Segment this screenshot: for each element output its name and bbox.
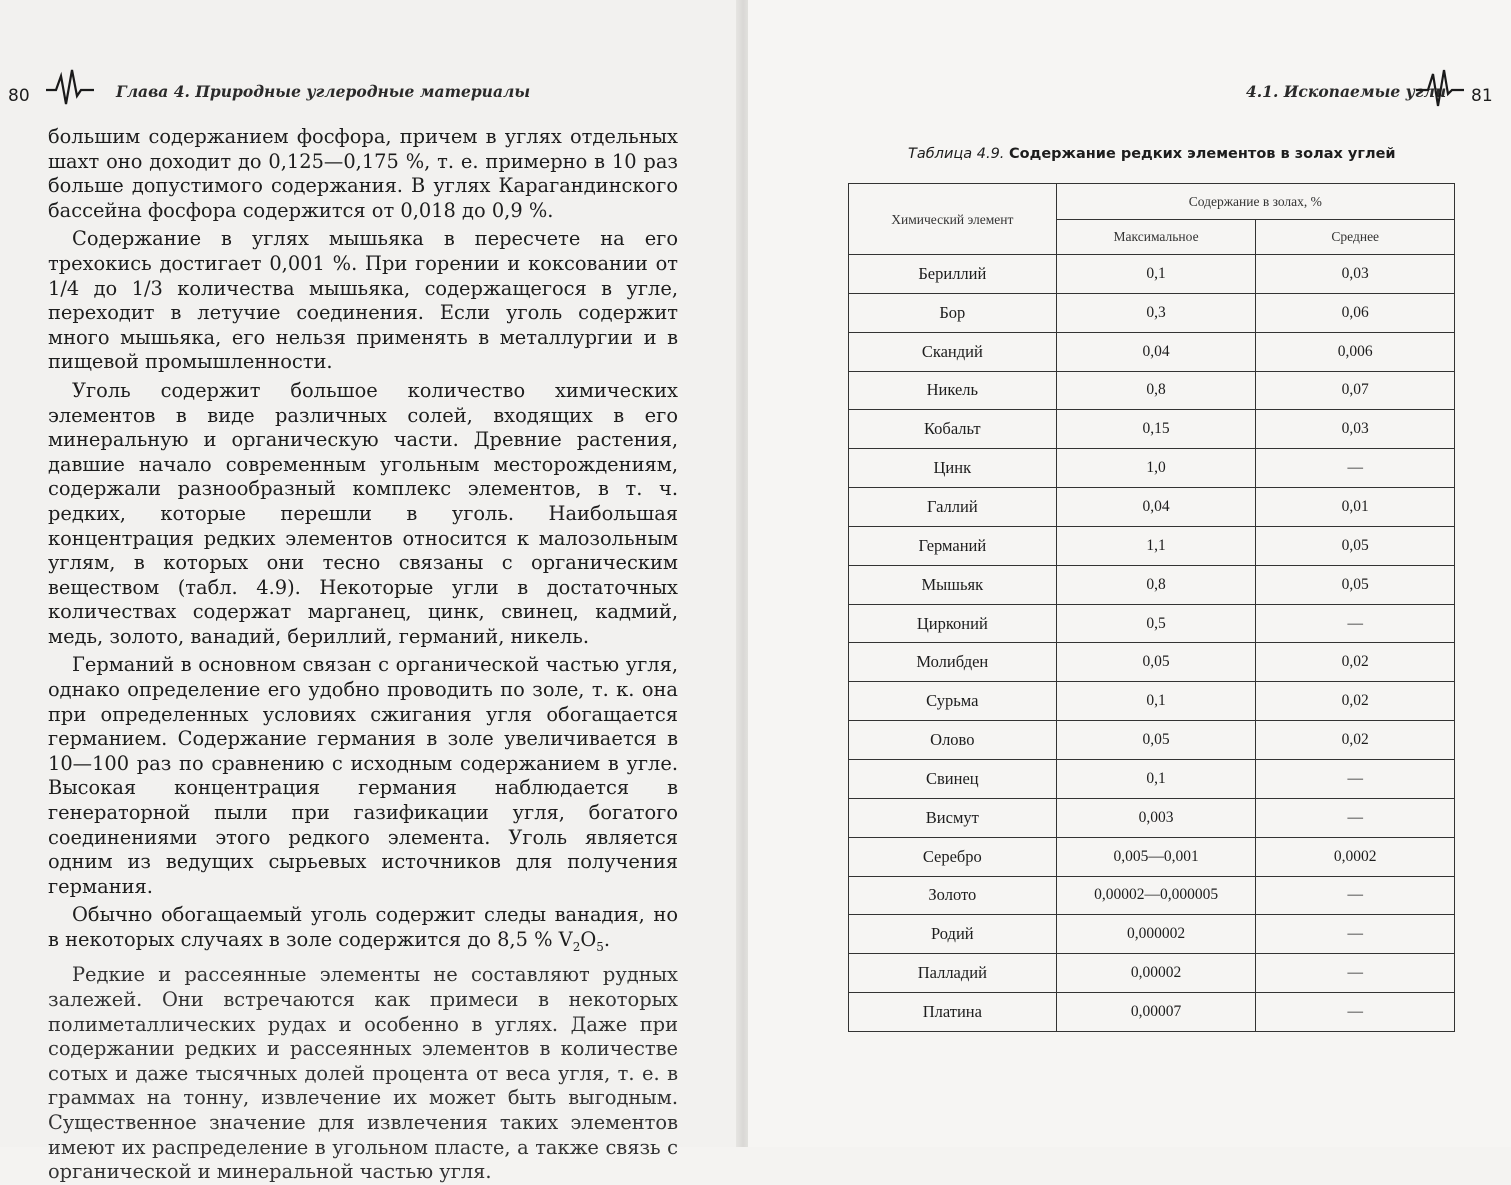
cell-avg: 0,02 [1256,721,1455,760]
cell-avg: — [1256,759,1455,798]
table-row [849,449,1455,488]
left-page [0,0,740,1184]
page-number-right: 81 [1471,86,1493,106]
right-page [748,0,1511,1147]
cell-element: Скандий [849,332,1057,371]
cell-max: 1,0 [1056,449,1256,488]
cell-avg: 0,006 [1256,332,1455,371]
cell-avg: 0,06 [1256,293,1455,332]
cell-avg: 0,0002 [1256,837,1455,876]
cell-max: 0,05 [1056,643,1256,682]
pulse-icon [46,66,94,112]
paragraph: Содержание в углях мышьяка в пересчете на его трехокись достигает 0,001 %. При горении и коксовании от 1/4 до 1/3 количества мышьяка, содержащегося в угле, переходит в летучие соединения. Если уголь содержит много мышьяка, его нельзя применять в металлургии и в пищевой промышленности. [48,227,678,374]
cell-element: Кобальт [849,410,1057,449]
paragraph-with-formula [48,903,678,959]
paragraph-text: Обычно обогащаемый уголь содержит следы ванадия, но в некоторых случаях в золе содержится до 8,5 % V [48,903,678,951]
cell-element: Серебро [849,837,1057,876]
cell-avg: — [1256,449,1455,488]
cell-max: 0,005—0,001 [1056,837,1256,876]
formula-subscript: 2 [572,939,581,954]
cell-max: 0,15 [1056,410,1256,449]
cell-element: Цинк [849,449,1057,488]
cell-max: 0,8 [1056,565,1256,604]
cell-max: 0,04 [1056,488,1256,527]
cell-max: 0,00007 [1056,993,1256,1032]
cell-max: 0,00002—0,000005 [1056,876,1256,915]
table-header-row [849,184,1455,220]
table-row [849,682,1455,721]
pulse-icon [1416,66,1464,112]
cell-avg: 0,03 [1256,410,1455,449]
table-row [849,759,1455,798]
table-number: Таблица 4.9. [908,146,1005,162]
table-row [849,721,1455,760]
cell-element: Молибден [849,643,1057,682]
table-row [849,526,1455,565]
cell-element: Галлий [849,488,1057,527]
table-row [849,837,1455,876]
table-row [849,643,1455,682]
cell-avg: 0,02 [1256,682,1455,721]
cell-element: Платина [849,993,1057,1032]
cell-max: 0,3 [1056,293,1256,332]
cell-avg: — [1256,993,1455,1032]
cell-max: 0,00002 [1056,954,1256,993]
header-avg: Среднее [1256,220,1455,255]
cell-element: Палладий [849,954,1057,993]
running-head-right: 4.1. Ископаемые угли [1246,82,1447,101]
cell-avg: 0,05 [1256,565,1455,604]
cell-max: 0,1 [1056,759,1256,798]
cell-avg: 0,02 [1256,643,1455,682]
table-row [849,915,1455,954]
table-row [849,798,1455,837]
header-content: Содержание в золах, % [1056,184,1454,220]
cell-max: 1,1 [1056,526,1256,565]
cell-element: Золото [849,876,1057,915]
cell-avg: — [1256,798,1455,837]
formula-subscript: 5 [596,939,604,954]
paragraph: Редкие и рассеянные элементы не составляют рудных залежей. Они встречаются как примеси в некоторых полиметаллических рудах и особенно в углях. Даже при содержании редких и рассеянных элементов в количестве сотых и даже тысячных долей процента от веса угля, т. е. в граммах на тонну, извлечение их может быть выгодным. Существенное значение для извлечения таких элементов имеют их распределение в угольном пласте, а также связь с органической и минеральной частью угля. [48,963,678,1184]
cell-avg: — [1256,604,1455,643]
body-text [48,125,678,1185]
formula-oxygen: O [580,928,597,951]
cell-element: Сурьма [849,682,1057,721]
cell-max: 0,003 [1056,798,1256,837]
table-row [849,993,1455,1032]
cell-element: Родий [849,915,1057,954]
table-row [849,371,1455,410]
table-title: Содержание редких элементов в золах углей [1009,146,1396,162]
table-row [849,488,1455,527]
cell-avg: 0,07 [1256,371,1455,410]
cell-max: 0,05 [1056,721,1256,760]
cell-avg: — [1256,954,1455,993]
cell-avg: — [1256,876,1455,915]
paragraph: большим содержанием фосфора, причем в углях отдельных шахт оно доходит до 0,125—0,175 %, т. е. примерно в 10 раз больше допустимого содержания. В углях Карагандинского бассейна фосфора содержится от 0,018 до 0,9 %. [48,125,678,222]
cell-max: 0,8 [1056,371,1256,410]
cell-element: Мышьяк [849,565,1057,604]
table-row [849,255,1455,294]
cell-element: Никель [849,371,1057,410]
header-max: Максимальное [1056,220,1256,255]
cell-element: Цирконий [849,604,1057,643]
cell-element: Висмут [849,798,1057,837]
paragraph: Германий в основном связан с органической частью угля, однако определение его удобно проводить по золе, т. к. она при определенных условиях сжигания угля обогащается германием. Содержание германия в золе увеличивается в 10—100 раз по сравнению с исходным содержанием в угле. Высокая концентрация германия наблюдается в генераторной пыли при газификации угля, богатого соединениями этого редкого элемента. Уголь является одним из ведущих сырьевых источников для получения германия. [48,653,678,898]
cell-avg: 0,03 [1256,255,1455,294]
formula-end: . [603,928,611,951]
cell-element: Бор [849,293,1057,332]
paragraph: Уголь содержит большое количество химических элементов в виде различных солей, входящих в его минеральную и органическую части. Древние растения, давшие начало современным угольным месторождениям, содержали разнообразный комплекс элементов, в т. ч. редких, которые перешли в уголь. Наибольшая концентрация редких элементов относится к малозольным углям, в которых они тесно связаны с органическим веществом (табл. 4.9). Некоторые угли в достаточных количествах содержат марганец, цинк, свинец, кадмий, медь, золото, ванадий, бериллий, германий, никель. [48,378,678,648]
table-row [849,604,1455,643]
table-caption [908,146,1396,162]
table-row [849,293,1455,332]
table-row [849,410,1455,449]
cell-max: 0,04 [1056,332,1256,371]
table-row [849,876,1455,915]
cell-avg: 0,05 [1256,526,1455,565]
running-head-left: Глава 4. Природные углеродные материалы [116,82,531,101]
cell-max: 0,1 [1056,682,1256,721]
cell-max: 0,1 [1056,255,1256,294]
cell-avg: 0,01 [1256,488,1455,527]
cell-avg: — [1256,915,1455,954]
rare-elements-table [848,183,1455,1032]
cell-max: 0,000002 [1056,915,1256,954]
table-row [849,954,1455,993]
cell-element: Германий [849,526,1057,565]
cell-max: 0,5 [1056,604,1256,643]
cell-element: Бериллий [849,255,1057,294]
table-row [849,565,1455,604]
header-element: Химический элемент [849,184,1057,255]
table-row [849,332,1455,371]
page-number-left: 80 [8,86,30,106]
cell-element: Свинец [849,759,1057,798]
cell-element: Олово [849,721,1057,760]
